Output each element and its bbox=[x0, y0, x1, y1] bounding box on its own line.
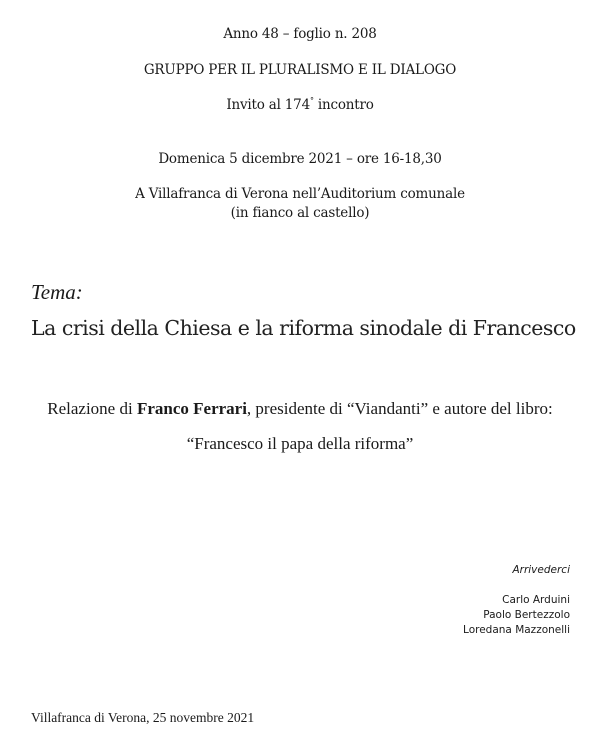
closing-greeting: Arrivederci bbox=[512, 564, 570, 576]
book-title: “Francesco il papa della riforma” bbox=[186, 434, 414, 453]
issue-number: Anno 48 – foglio n. 208 bbox=[223, 26, 377, 42]
topic-label: Tema: bbox=[31, 280, 83, 304]
footer-place-date: Villafranca di Verona, 25 novembre 2021 bbox=[31, 710, 255, 725]
signatories bbox=[463, 593, 570, 638]
invite-suffix: incontro bbox=[313, 97, 374, 113]
talk-suffix: , presidente di “Viandanti” e autore del libro: bbox=[246, 399, 553, 418]
talk-line bbox=[0, 399, 600, 419]
invite-degree: ° bbox=[309, 96, 314, 105]
topic-title: La crisi della Chiesa e la riforma sinodale di Francesco bbox=[31, 316, 576, 340]
invite-prefix: Invito al 174 bbox=[226, 97, 310, 113]
talk-prefix: Relazione di bbox=[47, 399, 137, 418]
event-date-time: Domenica 5 dicembre 2021 – ore 16-18,30 bbox=[158, 151, 442, 167]
invite-line bbox=[0, 97, 600, 113]
speaker-name: Franco Ferrari bbox=[136, 399, 247, 418]
group-name: GRUPPO PER IL PLURALISMO E IL DIALOGO bbox=[143, 62, 457, 78]
event-venue-note: (in fianco al castello) bbox=[230, 205, 370, 221]
signatory-3: Loredana Mazzonelli bbox=[463, 624, 570, 636]
signatory-2: Paolo Bertezzolo bbox=[483, 609, 570, 621]
signatory-1: Carlo Arduini bbox=[502, 594, 570, 606]
event-venue: A Villafranca di Verona nell’Auditorium comunale bbox=[135, 186, 465, 202]
